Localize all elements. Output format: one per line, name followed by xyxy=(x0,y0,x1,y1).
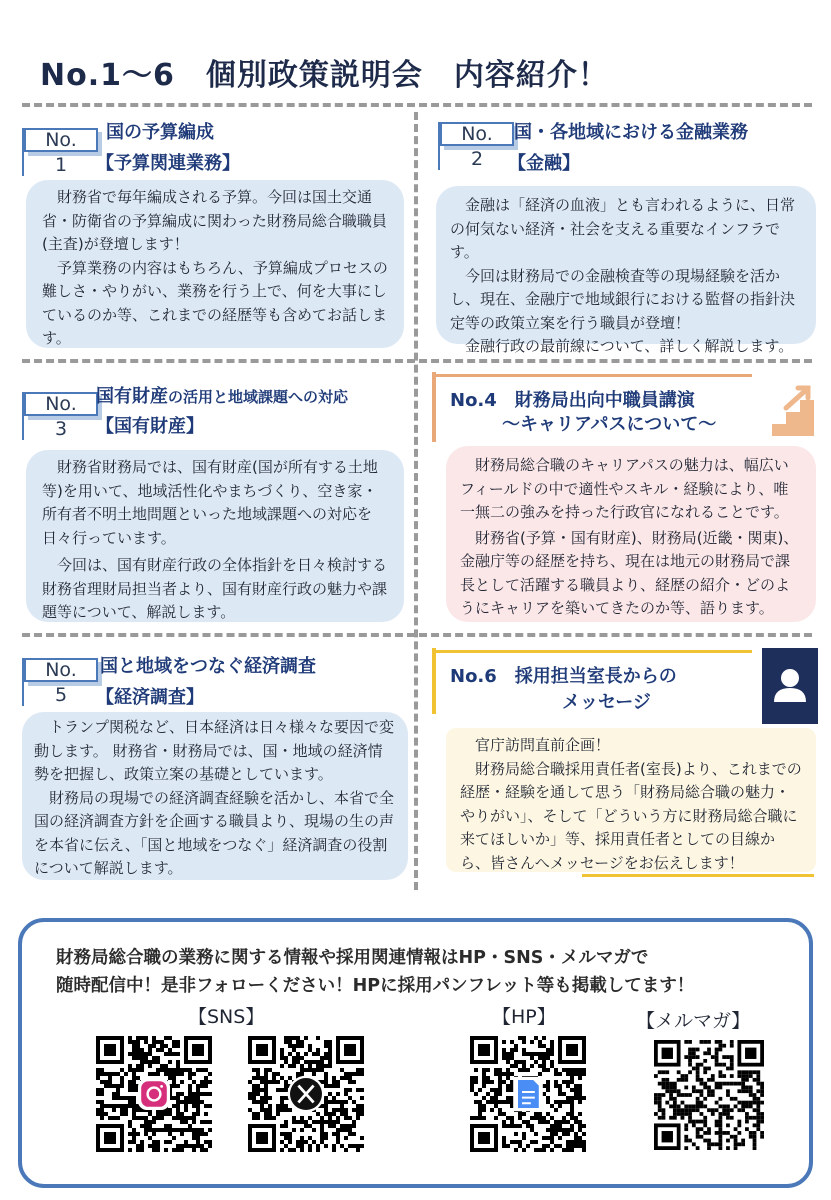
qr-code-instagram[interactable] xyxy=(96,1036,212,1152)
paragraph: 官庁訪問直前企画！ xyxy=(475,736,611,754)
section-1-body xyxy=(26,180,404,348)
section-5-subtitle: 【経済調査】 xyxy=(96,687,204,708)
paragraph: 財務省で毎年編成される予算。今回は国土交通省・防衛省の予算編成に関わった財務局総合職職員(主査)が登壇します！ xyxy=(42,188,387,253)
section-6-header xyxy=(432,648,812,722)
paragraph: 財務省(予算・国有財産)、財務局(近畿・関東)、金融庁等の経歴を持ち、現在は地元の財務局で課長として活躍する職員より、経歴の紹介・どのようにキャリアを築いてきたのか等、語ります。 xyxy=(460,528,799,617)
qr-code-mailmagazine[interactable] xyxy=(654,1040,764,1150)
paragraph: 今回は、国有財産行政の全体指針を日々検討する財務省理財局担当者より、国有財産行政の魅力や課題等について、解説します。 xyxy=(42,556,388,621)
sns-label: 【SNS】 xyxy=(188,1006,265,1028)
page-title: No.1～6 個別政策説明会 内容紹介！ xyxy=(40,58,609,93)
accent-bar xyxy=(432,648,436,714)
paragraph: 予算業務の内容はもちろん、予算編成プロセスの難しさ・やりがい、業務を行う上で、何を大事にしているのか等、これまでの経歴等も含めてお話します。 xyxy=(42,258,388,347)
number: 1 xyxy=(54,154,68,176)
section-2-title: 国・各地域における金融業務 xyxy=(514,122,748,143)
footer-line-2: 随時配信中！是非フォローください！HPに採用パンフレット等も掲載してます！ xyxy=(56,976,695,996)
section-number-3 xyxy=(22,392,96,440)
qr-code-x[interactable] xyxy=(248,1036,364,1152)
paragraph: 金融は「経済の血液」とも言われるように、日常の何気ない経済・社会を支える重要なインフラです。 xyxy=(450,196,796,261)
paragraph: 財務省財務局では、国有財産(国が所有する土地等)を用いて、地域活性化やまちづくり、空き家・所有者不明土地問題といった地域課題への対応を日々行っています。 xyxy=(42,458,378,547)
accent-line xyxy=(432,650,752,653)
paragraph: 財務局の現場での経済調査経験を活かし、本省で全国の経済調査方針を企画する職員より、現場の生の声を本省に伝え、「国と地域をつなぐ」経済調査の役割について解説します。 xyxy=(34,788,395,877)
section-2-subtitle: 【金融】 xyxy=(508,153,580,174)
section-4-body xyxy=(446,446,816,622)
section-1-title: 国の予算編成 xyxy=(106,122,214,143)
user-icon xyxy=(762,648,818,724)
section-number-1 xyxy=(22,128,96,176)
section-5-body xyxy=(22,712,408,880)
footer-line-1: 財務局総合職の業務に関する情報や採用関連情報はHP・SNS・メルマガで xyxy=(56,948,649,968)
paragraph: 今回は財務局での金融検査等の現場経験を活かし、現在、金融庁で地域銀行における監督の指針決定等の政策立案を行う職員が登壇！ xyxy=(450,266,796,332)
section-number-2 xyxy=(438,122,512,170)
hp-label: 【HP】 xyxy=(492,1006,556,1028)
section-number-5 xyxy=(22,658,96,706)
section-4-subtitle: ～キャリアパスについて～ xyxy=(502,414,717,435)
section-6-title: No.6 採用担当室長からの xyxy=(450,666,677,687)
accent-line xyxy=(432,374,752,377)
section-3-subtitle: 【国有財産】 xyxy=(96,416,204,437)
stairs-icon xyxy=(752,384,818,440)
section-3-title xyxy=(96,385,348,409)
column-divider xyxy=(414,112,418,890)
section-6-subtitle: メッセージ xyxy=(562,692,651,713)
no-label: No. xyxy=(24,128,98,152)
no-label: No. xyxy=(24,658,98,682)
title-bold: 国有財産 xyxy=(96,386,168,407)
divider xyxy=(22,633,812,637)
title-rest: の活用と地域課題への対応 xyxy=(168,388,349,406)
divider xyxy=(22,103,812,107)
mail-label: 【メルマガ】 xyxy=(636,1010,751,1032)
accent-underline xyxy=(582,874,814,877)
no-label: No. xyxy=(24,392,98,416)
section-5-title: 国と地域をつなぐ経済調査 xyxy=(100,656,316,677)
paragraph: 財務局総合職のキャリアパスの魅力は、幅広いフィールドの中で適性やスキル・経験により、唯一無二の強みを持った行政官になれることです。 xyxy=(460,456,789,521)
paragraph: 財務局総合職採用責任者(室長)より、これまでの経歴・経験を通して思う「財務局総合職の魅力・やりがい」、そして「どういう方に財務局総合職に来てほしいか」等、採用責任者としての目線から、皆さんへメッセージをお伝えします！ xyxy=(460,759,802,872)
section-4-title: No.4 財務局出向中職員講演 xyxy=(450,390,695,411)
number: 2 xyxy=(470,148,484,170)
number: 3 xyxy=(54,418,68,440)
accent-bar xyxy=(432,372,436,442)
paragraph: 金融行政の最前線について、詳しく解説します。 xyxy=(465,337,794,355)
section-3-body xyxy=(26,450,404,622)
paragraph: トランプ関税など、日本経済は日々様々な要因で変動します。 財務省・財務局では、国・地域の経済情勢を把握し、政策立案の基礎としています。 xyxy=(34,718,395,783)
section-1-subtitle: 【予算関連業務】 xyxy=(96,153,240,174)
no-label: No. xyxy=(440,122,514,146)
section-6-body xyxy=(446,728,816,872)
section-2-body xyxy=(436,186,816,355)
qr-code-hp[interactable] xyxy=(470,1036,586,1152)
number: 5 xyxy=(54,684,68,706)
